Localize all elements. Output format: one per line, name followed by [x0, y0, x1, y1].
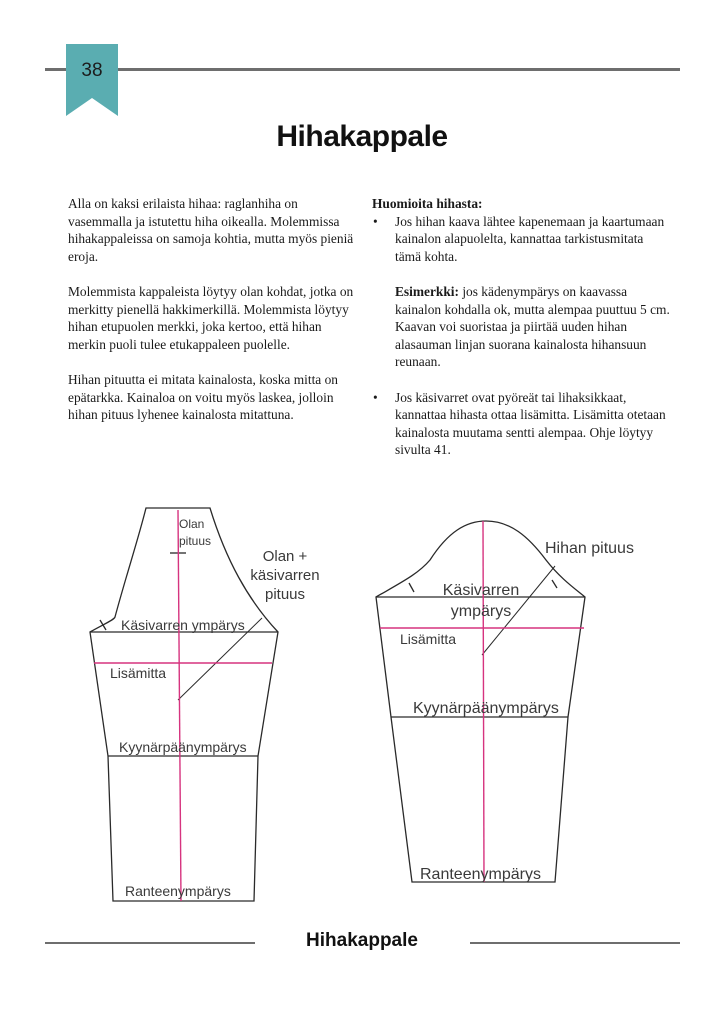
- raglan-label-wrist: Ranteenympärys: [125, 883, 231, 899]
- note-taper-check: Jos hihan kaava lähtee kapenemaan ja kaartumaan kainalon alapuolelta, kannattaa tarkistusmitata tämä kohta.: [395, 213, 665, 264]
- raglan-label-elbow: Kyynärpäänympärys: [119, 739, 247, 755]
- raglan-label-shoulder-2: pituus: [179, 534, 212, 548]
- setin-front-notch: [409, 583, 414, 592]
- setin-back-notch: [552, 580, 557, 588]
- raglan-label-shoulder-arm-3: pituus: [264, 586, 306, 603]
- bullet-icon: •: [373, 389, 378, 405]
- raglan-label-shoulder-arm-1: Olan +: [262, 548, 308, 565]
- bullet-icon: •: [373, 213, 378, 229]
- paragraph-sleeve-length: Hihan pituutta ei mitata kainalosta, koska mitta on epätarkka. Kainaloa on voitu myös laskea, jolloin hihan pituus lyhenee kainalosta mitattuna.: [68, 371, 338, 423]
- raglan-label-arm-circumference: Käsivarren ympärys: [121, 617, 245, 633]
- raglan-front-notch: [100, 620, 106, 630]
- raglan-label-shoulder-arm-2: käsivarren: [250, 567, 320, 584]
- setin-label-extra: Lisämitta: [400, 631, 457, 647]
- setin-label-elbow: Kyynärpäänympärys: [413, 700, 559, 717]
- paragraph-intro: Alla on kaksi erilaista hihaa: raglanhiha on vasemmalla ja istutettu hiha oikealla. Molemmissa hihakappaleissa on samoja kohtia, mutta myös pieniä eroja.: [68, 196, 354, 264]
- setin-label-arm-1: Käsivarren: [442, 582, 520, 599]
- raglan-label-shoulder-1: Olan: [179, 517, 205, 531]
- setin-label-length: Hihan pituus: [545, 540, 634, 557]
- example-label: Esimerkki:: [395, 283, 459, 299]
- raglan-length-line: [178, 510, 181, 901]
- setin-label-wrist: Ranteenympärys: [420, 866, 541, 883]
- notes-heading: Huomioita hihasta:: [372, 196, 483, 211]
- raglan-label-extra: Lisämitta: [110, 665, 167, 681]
- page-title: Hihakappale: [276, 120, 448, 153]
- setin-label-arm-2: ympärys: [450, 603, 512, 620]
- raglan-measure-lines: [94, 510, 272, 901]
- footer-title: Hihakappale: [306, 930, 418, 951]
- paragraph-shoulder-marks: Molemmista kappaleista löytyy olan kohdat, jotka on merkitty pienellä hakkimerkillä. Molemmista löytyy hihan etupuolen merkki, joka kertoo, että hihan merkin puoli tulee etukappaleen puolelle.: [68, 283, 354, 352]
- page-number: 38: [81, 60, 103, 81]
- note-muscular-arms: Jos käsivarret ovat pyöreät tai lihaksikkaat, kannattaa hihasta ottaa lisämitta. Lisämitta otetaan kainalosta muutama sentti alempaa. Ohje löytyy sivulta 41.: [395, 389, 666, 458]
- example-text: jos kädenympärys on kaavassa kainalon kohdalla ok, mutta alempaa puuttuu 5 cm. Kaavan voi suoristaa ja piirtää uuden hihan alasauman linjan suorana kainalosta hihansuun reunaan.: [395, 283, 670, 370]
